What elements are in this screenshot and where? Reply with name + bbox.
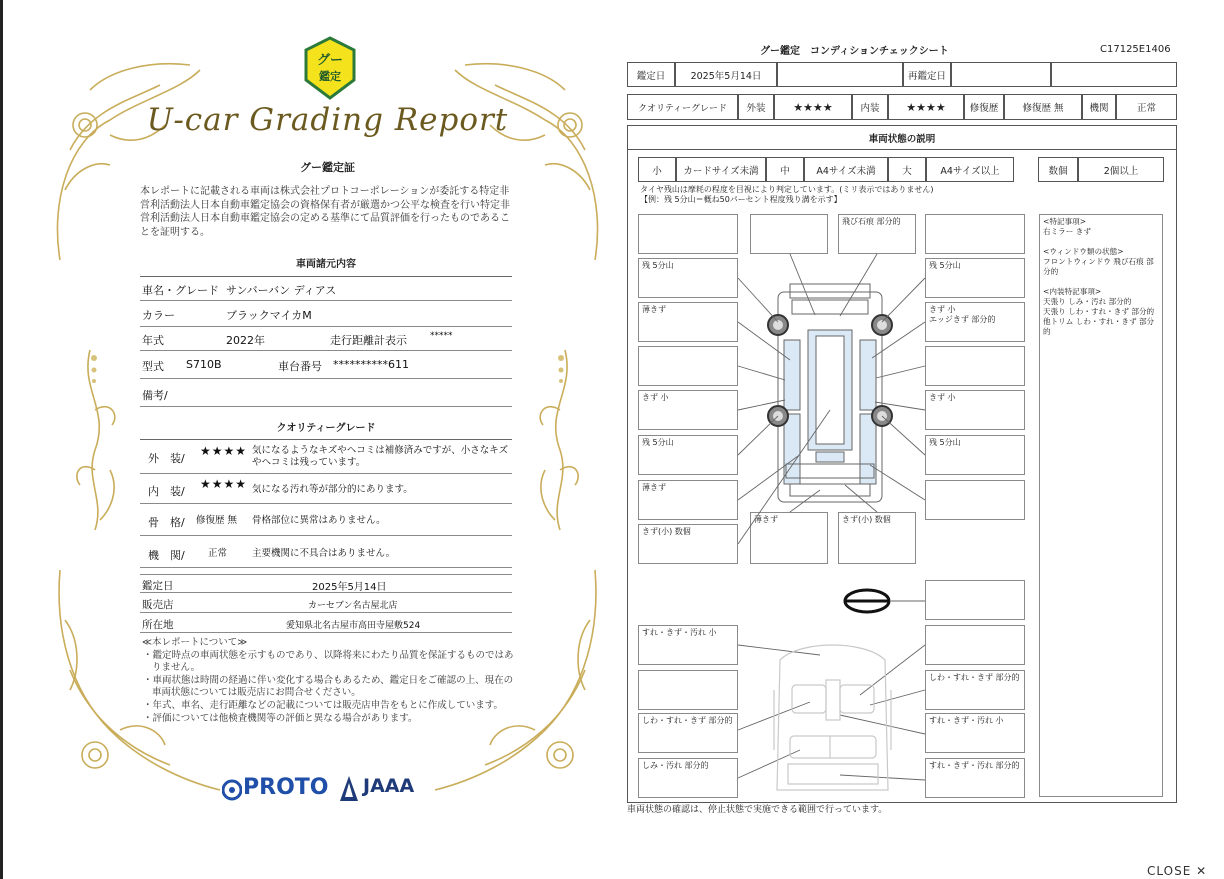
count-desc: 2個以上 bbox=[1078, 157, 1164, 182]
count-label: 数個 bbox=[1038, 157, 1078, 182]
size-small-desc: カードサイズ未満 bbox=[676, 157, 766, 182]
interior-box: すれ・きず・汚れ 部分的 bbox=[925, 758, 1025, 798]
redate-label: 再鑑定日 bbox=[903, 62, 951, 87]
quality-heading: クオリティーグレード bbox=[276, 423, 376, 434]
note-item: ・鑑定時点の車両状態を示すものであり、以降将来にわたり品質を保証するものではありません。 bbox=[143, 649, 514, 674]
proto-brand: PROTO bbox=[243, 775, 329, 800]
interior-box: しみ・汚れ 部分的 bbox=[638, 758, 738, 798]
interior-item: 天張り しわ・すれ・きず 部分的 bbox=[1043, 307, 1155, 316]
engine-label: 機 関/ bbox=[148, 549, 185, 562]
ext-label: 外装 bbox=[738, 94, 774, 120]
engine-value: 正常 bbox=[1116, 94, 1177, 120]
frame-desc: 骨格部位に異常はありません。 bbox=[252, 515, 386, 526]
date-value: 2025年5月14日 bbox=[675, 62, 777, 87]
condition-check-sheet bbox=[620, 40, 1180, 820]
model-label: 型式 bbox=[142, 360, 164, 373]
interior-item: 他トリム しわ・すれ・きず 部分的 bbox=[1043, 317, 1155, 336]
special-heading: <特記事項> bbox=[1043, 217, 1087, 226]
sheet-code: C17125E1406 bbox=[1100, 44, 1171, 55]
interior-box: すれ・きず・汚れ 小 bbox=[925, 713, 1025, 753]
spec-row-remarks bbox=[140, 379, 512, 407]
tire-note-2: 【例：残 5分山＝概ね50パーセント程度残り溝を示す】 bbox=[640, 195, 842, 204]
interior-item: 天張り しみ・汚れ 部分的 bbox=[1043, 297, 1132, 306]
certificate-subtitle: グー鑑定証 bbox=[300, 161, 355, 174]
certificate-intro: 本レポートに記載される車両は株式会社プロトコーポレーションが委託する特定非営利活動法人日本自動車鑑定協会の資格保有者が厳選かつ公平な検査を行い特定非営利活動法人日本自動車鑑定協会の定める基準にて品質評価を行ったものであることを証明する。 bbox=[140, 186, 510, 238]
sheet-footer-note: 車両状態の確認は、停止状態で実施できる範囲で行っています。 bbox=[627, 805, 888, 815]
spec-row-model bbox=[140, 351, 512, 379]
grade-row-exterior bbox=[140, 440, 512, 474]
proto-logo-icon bbox=[222, 778, 242, 802]
engine-desc: 主要機関に不具合はありません。 bbox=[252, 548, 396, 559]
jaaa-logo-icon bbox=[338, 775, 360, 803]
logo-text-2: 鑑定 bbox=[319, 70, 341, 83]
exterior-box: 薄きず bbox=[638, 480, 738, 520]
exterior-stars: ★★★★ bbox=[200, 444, 248, 458]
frame-value: 修復歴 無 bbox=[196, 515, 238, 526]
report-script-title: U-car Grading Report bbox=[146, 102, 509, 138]
info-row-address bbox=[140, 613, 512, 633]
report-notes bbox=[142, 637, 514, 725]
interior-box: すれ・きず・汚れ 小 bbox=[638, 625, 738, 665]
color-label: カラー bbox=[142, 309, 175, 322]
steering-wheel-icon bbox=[842, 588, 892, 616]
sheet-title: グー鑑定 コンディションチェックシート bbox=[760, 46, 949, 57]
interior-desc: 気になる汚れ等が部分的にあります。 bbox=[252, 484, 413, 495]
address-value: 愛知県北名古屋市高田寺屋敷524 bbox=[286, 621, 421, 631]
car-interior-diagram bbox=[770, 640, 895, 800]
date-value: 2025年5月14日 bbox=[312, 582, 387, 593]
engine-value: 正常 bbox=[208, 548, 228, 559]
shop-value: カーセブン名古屋北店 bbox=[308, 601, 398, 611]
note-item: ・車両状態は時間の経過に伴い変化する場合もあるため、鑑定日をご確認の上、現在の車両状態については販売店にお問合せください。 bbox=[143, 674, 514, 699]
interior-box bbox=[925, 625, 1025, 665]
exterior-desc: 気になるようなキズやヘコミは補修済みですが、小さなキズやヘコミは残っています。 bbox=[252, 445, 509, 468]
interior-box bbox=[638, 670, 738, 710]
note-item: ・評価については他検査機関等の評価と異なる場合があります。 bbox=[143, 712, 418, 724]
spec-row-color bbox=[140, 301, 512, 327]
remarks-label: 備考/ bbox=[142, 389, 168, 402]
note-item: ・年式、車名、走行距離などの記載については販売店申告をもとに作成しています。 bbox=[143, 699, 504, 711]
grade-row-engine bbox=[140, 536, 512, 568]
repair-label: 修復歴 bbox=[964, 94, 1004, 120]
exterior-box: きず 小 bbox=[638, 390, 738, 430]
tire-box-front-left: 残 5分山 bbox=[638, 258, 738, 298]
grade-row-frame bbox=[140, 504, 512, 536]
goo-appraisal-logo bbox=[302, 36, 358, 102]
box-line: エッジきず 部分的 bbox=[929, 315, 996, 324]
date-label: 鑑定日 bbox=[627, 62, 675, 87]
jaaa-brand: JAAA bbox=[363, 775, 415, 797]
interior-box: しわ・すれ・きず 部分的 bbox=[925, 670, 1025, 710]
interior-box: しわ・すれ・きず 部分的 bbox=[638, 713, 738, 753]
spec-row-vehicle bbox=[140, 277, 512, 301]
tire-box-front-right: 残 5分山 bbox=[925, 258, 1025, 298]
mileage-label: 走行距離計表示 bbox=[330, 334, 407, 347]
int-stars: ★★★★ bbox=[888, 94, 964, 120]
steering-box bbox=[925, 580, 1025, 620]
size-mid: 中 bbox=[766, 157, 804, 182]
vehicle-label: 車名・グレード bbox=[142, 284, 219, 297]
close-label: CLOSE bbox=[1147, 864, 1192, 878]
vehicle-value: サンバーバン ディアス bbox=[226, 284, 337, 297]
interior-label: 内 装/ bbox=[148, 485, 185, 498]
year-value: 2022年 bbox=[226, 334, 265, 347]
box-line: きず 小 bbox=[929, 305, 956, 314]
frame-label: 骨 格/ bbox=[148, 516, 185, 529]
info-row-shop bbox=[140, 593, 512, 613]
size-small: 小 bbox=[638, 157, 676, 182]
date-label: 鑑定日 bbox=[142, 580, 174, 592]
repair-value: 修復歴 無 bbox=[1004, 94, 1082, 120]
viewer-edge bbox=[0, 0, 3, 879]
mileage-value: ***** bbox=[430, 331, 453, 341]
chassis-label: 車台番号 bbox=[278, 360, 322, 373]
tire-box-rear-left: 残 5分山 bbox=[638, 435, 738, 475]
windshield-box: 飛び石痕 部分的 bbox=[838, 214, 916, 254]
interior-heading: <内装特記事項> bbox=[1043, 287, 1102, 296]
specs-heading: 車両諸元内容 bbox=[296, 259, 356, 270]
info-row-date bbox=[140, 574, 512, 593]
close-icon: ✕ bbox=[1196, 864, 1208, 878]
interior-stars: ★★★★ bbox=[200, 477, 248, 491]
model-value: S710B bbox=[186, 358, 222, 371]
special-item: 右ミラー きず bbox=[1043, 227, 1091, 236]
shop-label: 販売店 bbox=[142, 599, 174, 611]
engine-label: 機関 bbox=[1082, 94, 1116, 120]
exterior-box: 薄きず bbox=[638, 302, 738, 342]
exterior-label: 外 装/ bbox=[148, 452, 185, 465]
tire-note-1: タイヤ残山は摩耗の程度を目視により判定しています。(ミリ表示ではありません) bbox=[640, 185, 934, 194]
condition-heading: 車両状態の説明 bbox=[627, 125, 1177, 150]
exterior-box: きず(小) 数個 bbox=[838, 512, 916, 564]
ext-stars: ★★★★ bbox=[774, 94, 852, 120]
size-large-desc: A4サイズ以上 bbox=[926, 157, 1014, 182]
exterior-box: きず 小 bbox=[925, 390, 1025, 430]
color-value: ブラックマイカM bbox=[226, 309, 312, 322]
address-label: 所在地 bbox=[142, 619, 174, 631]
exterior-box: きず(小) 数個 bbox=[638, 524, 738, 564]
grade-row-interior bbox=[140, 474, 512, 504]
close-button[interactable] bbox=[1147, 864, 1207, 878]
chassis-value: **********611 bbox=[333, 358, 409, 371]
qg-label: クオリティーグレード bbox=[627, 94, 738, 120]
window-heading: <ウィンドウ類の状態> bbox=[1043, 247, 1124, 256]
year-label: 年式 bbox=[142, 334, 164, 347]
logo-text-1: グー bbox=[316, 53, 344, 68]
grading-certificate bbox=[50, 30, 605, 830]
spec-row-year bbox=[140, 327, 512, 351]
tire-box-rear-right: 残 5分山 bbox=[925, 435, 1025, 475]
size-large: 大 bbox=[888, 157, 926, 182]
exterior-box: 薄きず bbox=[750, 512, 828, 564]
size-mid-desc: A4サイズ未満 bbox=[804, 157, 888, 182]
notes-heading: ≪本レポートについて≫ bbox=[142, 637, 248, 648]
int-label: 内装 bbox=[852, 94, 888, 120]
window-item: フロントウィンドウ 飛び石痕 部分的 bbox=[1043, 257, 1154, 276]
